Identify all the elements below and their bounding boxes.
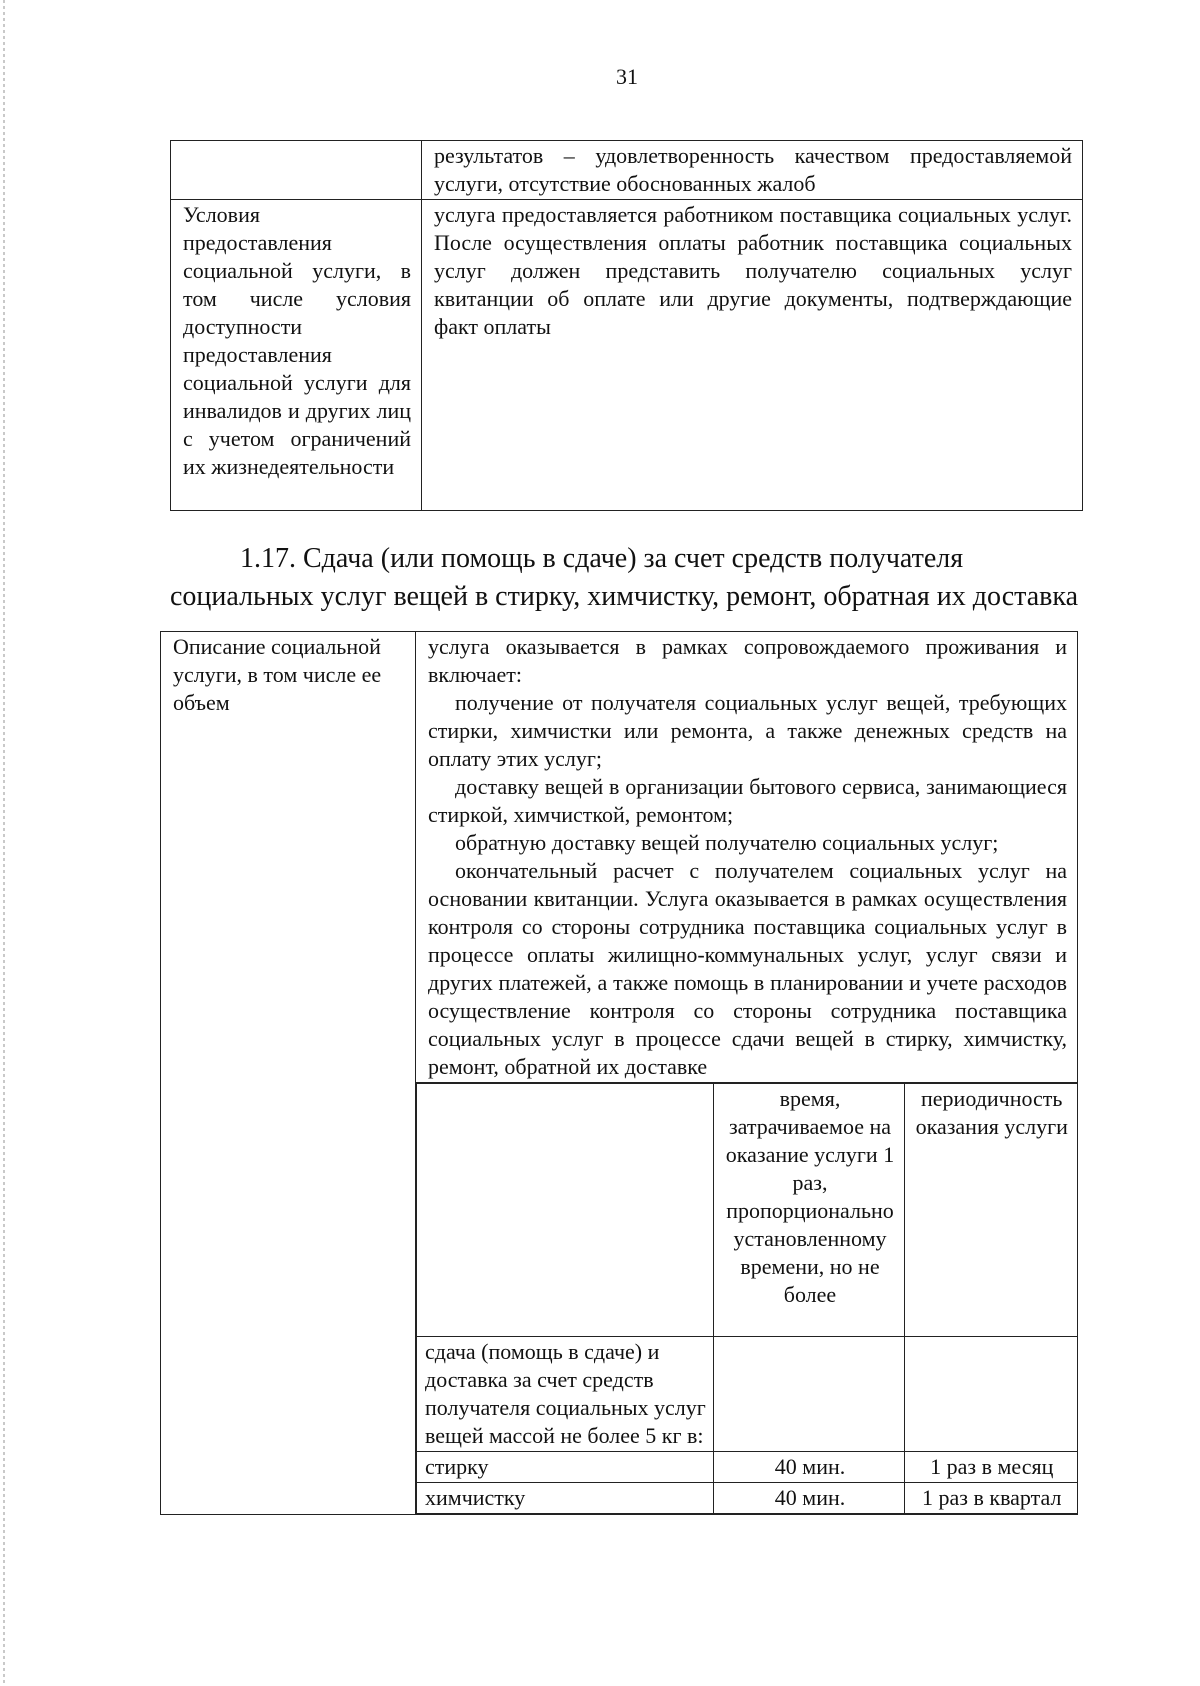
table-row — [417, 1084, 1078, 1337]
norms-table — [416, 1083, 1078, 1514]
norms-cell — [416, 1083, 1078, 1515]
conditions-label-cell: Условия предоставления социальной услуги, в том числе условия доступности предоставления социальной услуги для инвалидов и других лиц с учетом ограничений их жизнедеятельности — [171, 200, 422, 511]
table-row — [171, 200, 1083, 511]
description-paragraph: окончательный расчет с получателем социальных услуг на основании квитанции. Услуга оказывается в рамках осуществления контроля со стороны сотрудника поставщика социальных услуг в процессе оплаты жилищно-коммунальных услуг, услуг связи и других платежей, а также помощь в планировании и учете расходов осуществление контроля со стороны сотрудника поставщика социальных услуг в процессе сдачи вещей в стирку, химчистку, ремонт, обратной их доставке — [428, 858, 1067, 1079]
table-cell — [905, 1337, 1078, 1452]
conditions-text-cell: услуга предоставляется работником поставщика социальных услуг. После осуществления оплаты работник поставщика социальных услуг должен представить получателю социальных услуг квитанции об оплате или другие документы, подтверждающие факт оплаты — [422, 200, 1083, 511]
results-cell: результатов – удовлетворенность качеством предоставляемой услуги, отсутствие обоснованных жалоб — [422, 141, 1083, 200]
table-cell — [171, 141, 422, 200]
conditions-table — [170, 140, 1083, 511]
section-heading — [170, 540, 1083, 616]
section-heading-line-1: 1.17. Сдача (или помощь в сдаче) за счет средств получателя — [240, 543, 964, 574]
description-paragraph: получение от получателя социальных услуг вещей, требующих стирки, химчистки или ремонта, а также денежных средств на оплату этих услуг; — [428, 690, 1067, 771]
table-row — [171, 141, 1083, 200]
scan-edge-line — [3, 0, 5, 1686]
table-cell — [714, 1337, 905, 1452]
header-cell — [417, 1084, 714, 1337]
description-paragraph: обратную доставку вещей получателю социальных услуг; — [455, 830, 999, 855]
table-row — [417, 1483, 1078, 1514]
description-paragraph: услуга оказывается в рамках сопровождаемого проживания и включает: — [428, 634, 1067, 687]
description-paragraph: доставку вещей в организации бытового сервиса, занимающиеся стиркой, химчисткой, ремонтом; — [428, 774, 1067, 827]
group-label-cell: сдача (помощь в сдаче) и доставка за счет средств получателя социальных услуг вещей массой не более 5 кг в: — [417, 1337, 714, 1452]
item-cell: химчистку — [417, 1483, 714, 1514]
table-row — [417, 1452, 1078, 1483]
description-label-cell: Описание социальной услуги, в том числе ее объем — [161, 632, 416, 1515]
time-cell: 40 мин. — [714, 1483, 905, 1514]
time-cell: 40 мин. — [714, 1452, 905, 1483]
description-text-cell — [416, 632, 1078, 1083]
page-number: 31 — [616, 64, 638, 89]
header-cell-time: время, затрачиваемое на оказание услуги 1 раз, пропорционально установленному времени, но не более — [714, 1084, 905, 1337]
period-cell: 1 раз в месяц — [905, 1452, 1078, 1483]
table-row — [161, 632, 1078, 1083]
period-cell: 1 раз в квартал — [905, 1483, 1078, 1514]
item-cell: стирку — [417, 1452, 714, 1483]
table-row — [417, 1337, 1078, 1452]
service-description-table — [160, 631, 1078, 1515]
header-cell-periodicity: периодичность оказания услуги — [905, 1084, 1078, 1337]
section-heading-line-2: социальных услуг вещей в стирку, химчистку, ремонт, обратная их доставка — [170, 581, 1078, 612]
